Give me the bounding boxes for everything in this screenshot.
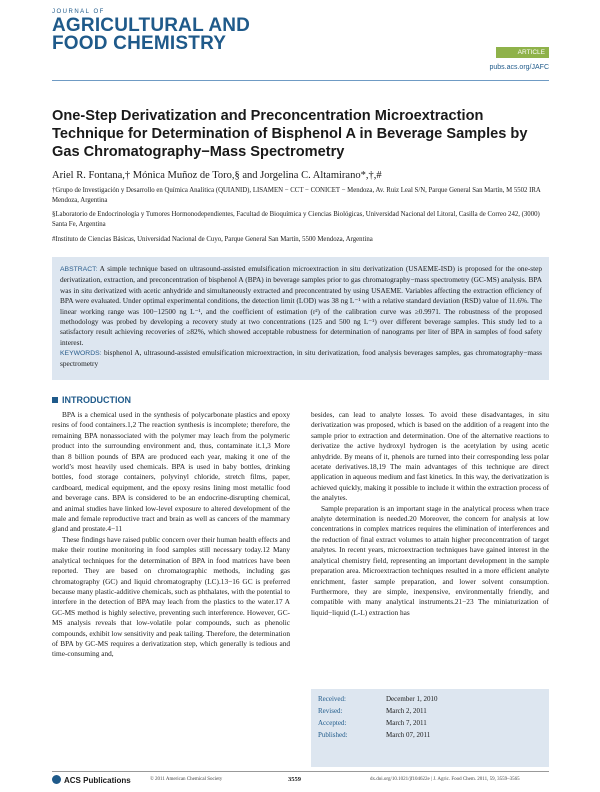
section-heading-label: INTRODUCTION [62,395,131,405]
abstract [60,264,542,348]
abstract-text: A simple technique based on ultrasound-assisted emulsification microextraction in situ derivatization (USAEME-ISD) is proposed for the one-step derivatization, extraction, and preconcentration of bisphenol A (BPA) in beverage samples prior to gas chromatography−mass spectrometry (GC-MS) analysis. BPA was in situ derivatized with acetic anhydride and simultaneously extracted and preconcentrated by using USAEME. Variables affecting the extraction efficiency of BPA were evaluated. Under optimal experimental conditions, the detection limit (LOD) was 38 ng L⁻¹ with a relative standard deviation (RSD) value of 11.6%. The linear working range was 100−12500 ng L⁻¹, and the coefficient of estimation (r²) of the calibration curve was ≥0.9971. The robustness of the proposed methodology was probed by developing a recovery study at two concentrations (125 and 500 ng L⁻¹) over different beverage samples. This study led to a satisfactory result achieving recoveries of ≥82%, which showed acceptable robustness for determination of nanograms per liter of BPA in samples of food safety interest. [60,264,542,347]
history-label: Received: [318,695,346,703]
history-label: Accepted: [318,719,347,727]
paragraph: BPA is a chemical used in the synthesis of polycarbonate plastics and epoxy resins of food containers.1,2 The reaction synthesis is incomplete; therefore, the remaining BPA nonassociated with the polymer may leach from the polymeric product into the surrounding environment and, thus, contaminate it.1,3 More than 8 billion pounds of BPA are produced each year, making it one of the world’s most heavily used chemicals. BPA is used in baby bottles, drinking bottles, food storage containers, polyvinyl chloride, stretch films, paper, cardboard, medical equipment, and the epoxy resins lining most metallic food and beverage cans. BPA is considered to be an endocrine-disrupting chemical, and animal studies have linked low-level exposure to altered development of the male and female reproductive tract and brain as well as cancers of the mammary gland and prostate.4−11 [52,410,290,534]
column-right [311,410,549,618]
abstract-label: ABSTRACT: [60,266,98,273]
column-left [52,410,290,660]
history-value: March 2, 2011 [386,707,427,715]
paragraph: Sample preparation is an important stage in the analytical process when trace analyte determination is needed.20 Moreover, the concern for analysis at low concentrations in complex matrices requires the elimination of interferences and the reduction of final extract volumes to attain higher preconcentration of target analytes. In recent years, microextraction techniques have gained interest in the analytical chemistry field, representing an important development in the sample preparation area. Microextraction techniques resulted in a more efficient analyte enrichment, faster sample preparation, and lower solvent consumption. Furthermore, they are simple, inexpensive, environmentally friendly, and compatible with many analytical instruments.21−23 The miniaturization of liquid−liquid (L-L) extraction has [311,503,549,617]
paragraph: besides, can lead to analyte losses. To avoid these disadvantages, in situ derivatization was proposed, which is based on the addition of a reagent into the sample prior to extraction and determination. One of the alternative reactions to derivatize the active hydroxyl hydrogen is the acetylation by using acetic anhydride. By means of it, phenols are turned into their corresponding less polar acetate derivatives.18,19 The main advantages of this technique are direct application in aqueous medium and fast kinetics. In this way, the derivatization is achieved quickly, making it possible to include it within the extraction process of the analytes. [311,410,549,503]
publisher-logo [52,775,131,785]
section-heading [52,395,131,405]
footer-divider [52,771,549,772]
doi-citation-link[interactable]: dx.doi.org/10.1021/jf104622e | J. Agric. Food Chem. 2011, 59, 3559–3565 [370,777,520,782]
paper-title: One-Step Derivatization and Preconcentration Microextraction Technique for Determination of Bisphenol A in Beverage Samples by Gas Chromatography−Mass Spectrometry [52,108,528,160]
keywords-text: bisphenol A, ultrasound-assisted emulsification microextraction, in situ derivatization, food analysis beverages samples, gas chromatography−mass spectrometry [60,348,542,369]
history-label: Published: [318,731,348,739]
author-list: Ariel R. Fontana,† Mónica Muñoz de Toro,§ and Jorgelina C. Altamirano*,†,# [52,170,382,181]
paragraph: These findings have raised public concern over their human health effects and make their routine monitoring in food samples still necessary today.12 Many analytical techniques for the determination of BPA in food matrices have been reported. They are based on chromatographic methods, including gas chromatography (GC) and liquid chromatography (LC).13−16 GC is preferred because many plastic-additive chemicals, such as phthalates, with the potential to interfere in the detection of BPA may leach from the plastics to the water.17 A GC-MS method is highly selective, preventing such interference. However, GC-MS analysis reveals that low-volatile polar compounds, such as phenolic compounds, exhibit low sensitivity and peak tailing. Therefore, the determination of BPA by GC-MS requires a derivatization step, which generally is tedious and time-consuming and, [52,534,290,659]
history-value: December 1, 2010 [386,695,438,703]
history-label: Revised: [318,707,343,715]
history-row [318,719,427,728]
article-badge: ARTICLE [496,47,549,58]
affiliation: #Instituto de Ciencias Básicas, Universidad Nacional de Cuyo, Parque General San Martín, 5500 Mendoza, Argentina [52,236,373,243]
page-number: 3559 [288,776,301,783]
journal-title-line2: FOOD CHEMISTRY [52,33,227,54]
history-value: March 07, 2011 [386,731,431,739]
acs-logo-icon [52,775,61,784]
keywords [60,348,542,370]
header-divider [52,80,549,81]
journal-title-line1: AGRICULTURAL AND [52,15,251,36]
journal-label: JOURNAL OF [52,9,105,15]
square-bullet-icon [52,397,58,403]
keywords-label: KEYWORDS: [60,350,102,357]
affiliation: †Grupo de Investigación y Desarrollo en Química Analítica (QUIANID), LISAMEN − CCT − CONICET − Mendoza, Av. Ruiz Leal S/N, Parque General San Martín, M 5502 IRA Mendoza, Argentina [52,187,541,204]
history-row [318,695,438,704]
history-value: March 7, 2011 [386,719,427,727]
copyright: © 2011 American Chemical Society [150,777,223,782]
history-row [318,707,427,716]
publisher-name: ACS Publications [64,776,131,785]
affiliation: §Laboratorio de Endocrinología y Tumores Hormonodependientes, Facultad de Bioquímica y Ciencias Biológicas, Universidad Nacional del Litoral, Casilla de Correo 242, (3000) Santa Fe, Argentina [52,211,540,228]
journal-url-link[interactable]: pubs.acs.org/JAFC [489,64,549,71]
history-row [318,731,430,740]
